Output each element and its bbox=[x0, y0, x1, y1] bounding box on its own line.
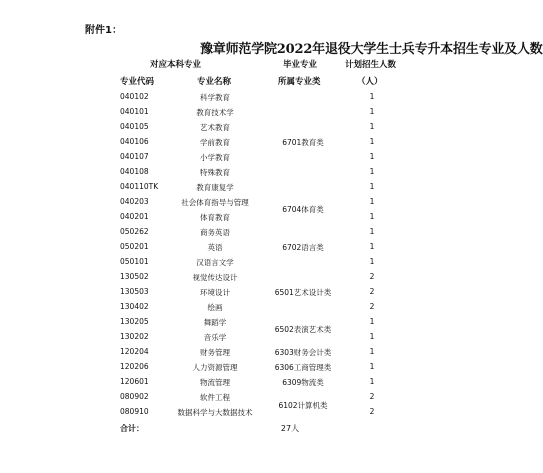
row-count: 1 bbox=[369, 377, 375, 386]
row-name: 汉语言文学 bbox=[196, 258, 234, 267]
row-count: 1 bbox=[369, 362, 375, 371]
row-name: 人力资源管理 bbox=[192, 363, 238, 372]
row-name: 学前教育 bbox=[200, 138, 230, 147]
row-name: 舞蹈学 bbox=[203, 318, 227, 327]
row-count: 1 bbox=[369, 182, 375, 191]
row-code: 080902 bbox=[120, 392, 149, 401]
row-code: 130502 bbox=[120, 272, 149, 281]
row-count: 1 bbox=[369, 347, 375, 356]
row-code: 040203 bbox=[120, 197, 149, 206]
row-count: 2 bbox=[369, 287, 375, 296]
row-count: 1 bbox=[369, 242, 375, 251]
row-name: 音乐学 bbox=[203, 333, 227, 342]
row-count: 1 bbox=[369, 332, 375, 341]
row-code: 120206 bbox=[120, 362, 149, 371]
row-count: 2 bbox=[369, 392, 375, 401]
category-sports: 6704体育类 bbox=[282, 205, 324, 214]
total-label: 合计： bbox=[120, 424, 144, 433]
row-count: 1 bbox=[369, 167, 375, 176]
row-code: 120204 bbox=[120, 347, 149, 356]
row-code: 040108 bbox=[120, 167, 149, 176]
row-name: 教育技术学 bbox=[196, 108, 234, 117]
row-count: 1 bbox=[369, 212, 375, 221]
row-code: 080910 bbox=[120, 407, 149, 416]
total-value: 27人 bbox=[280, 424, 300, 433]
category-computer: 6102计算机类 bbox=[278, 401, 328, 410]
category-accounting: 6303财务会计类 bbox=[274, 348, 332, 357]
header-code: 专业代码 bbox=[120, 77, 155, 87]
row-name: 软件工程 bbox=[200, 393, 230, 402]
row-name: 环境设计 bbox=[200, 288, 230, 297]
row-count: 1 bbox=[369, 152, 375, 161]
row-code: 040110TK bbox=[120, 182, 159, 191]
row-count: 1 bbox=[369, 317, 375, 326]
row-code: 120601 bbox=[120, 377, 149, 386]
row-count: 1 bbox=[369, 92, 375, 101]
row-name: 体育教育 bbox=[200, 213, 230, 222]
row-code: 050262 bbox=[120, 227, 149, 236]
header-plan-unit: （人） bbox=[357, 77, 383, 87]
row-name: 艺术教育 bbox=[200, 123, 230, 132]
row-count: 2 bbox=[369, 407, 375, 416]
category-language: 6702语言类 bbox=[282, 243, 324, 252]
row-count: 1 bbox=[369, 122, 375, 131]
header-plan: 计划招生人数 bbox=[345, 60, 397, 70]
row-name: 商务英语 bbox=[200, 228, 230, 237]
row-count: 1 bbox=[369, 137, 375, 146]
row-code: 130402 bbox=[120, 302, 149, 311]
row-code: 040201 bbox=[120, 212, 149, 221]
row-code: 040102 bbox=[120, 92, 149, 101]
header-name: 专业名称 bbox=[197, 77, 232, 87]
row-name: 教育康复学 bbox=[196, 183, 234, 192]
row-name: 社会体育指导与管理 bbox=[181, 198, 249, 207]
row-name: 财务管理 bbox=[200, 348, 230, 357]
category-education: 6701教育类 bbox=[282, 138, 324, 147]
header-graduate-category: 所属专业类 bbox=[278, 77, 321, 87]
header-graduate-major: 毕业专业 bbox=[283, 60, 318, 70]
row-count: 1 bbox=[369, 227, 375, 236]
category-logistics: 6309物流类 bbox=[282, 378, 324, 387]
row-count: 1 bbox=[369, 107, 375, 116]
row-code: 040105 bbox=[120, 122, 149, 131]
row-name: 科学教育 bbox=[200, 93, 230, 102]
category-art-design: 6501艺术设计类 bbox=[274, 288, 332, 297]
document-title: 豫章师范学院2022年退役大学生士兵专升本招生专业及人数 bbox=[200, 42, 543, 57]
attachment-label: 附件1： bbox=[85, 25, 122, 36]
row-code: 040101 bbox=[120, 107, 149, 116]
category-business-admin: 6306工商管理类 bbox=[274, 363, 332, 372]
category-performing-arts: 6502表演艺术类 bbox=[274, 325, 332, 334]
row-count: 2 bbox=[369, 302, 375, 311]
header-undergrad-group: 对应本科专业 bbox=[150, 60, 202, 70]
row-code: 040106 bbox=[120, 137, 149, 146]
row-name: 视觉传达设计 bbox=[192, 273, 238, 282]
row-name: 数据科学与大数据技术 bbox=[177, 408, 253, 417]
row-code: 130503 bbox=[120, 287, 149, 296]
row-code: 130205 bbox=[120, 317, 149, 326]
row-count: 1 bbox=[369, 197, 375, 206]
row-name: 小学教育 bbox=[200, 153, 230, 162]
row-code: 040107 bbox=[120, 152, 149, 161]
row-code: 050201 bbox=[120, 242, 149, 251]
row-code: 050101 bbox=[120, 257, 149, 266]
row-name: 英语 bbox=[207, 243, 223, 252]
row-count: 1 bbox=[369, 257, 375, 266]
row-name: 物流管理 bbox=[200, 378, 230, 387]
row-name: 绘画 bbox=[207, 303, 223, 312]
row-count: 2 bbox=[369, 272, 375, 281]
row-name: 特殊教育 bbox=[200, 168, 230, 177]
row-code: 130202 bbox=[120, 332, 149, 341]
